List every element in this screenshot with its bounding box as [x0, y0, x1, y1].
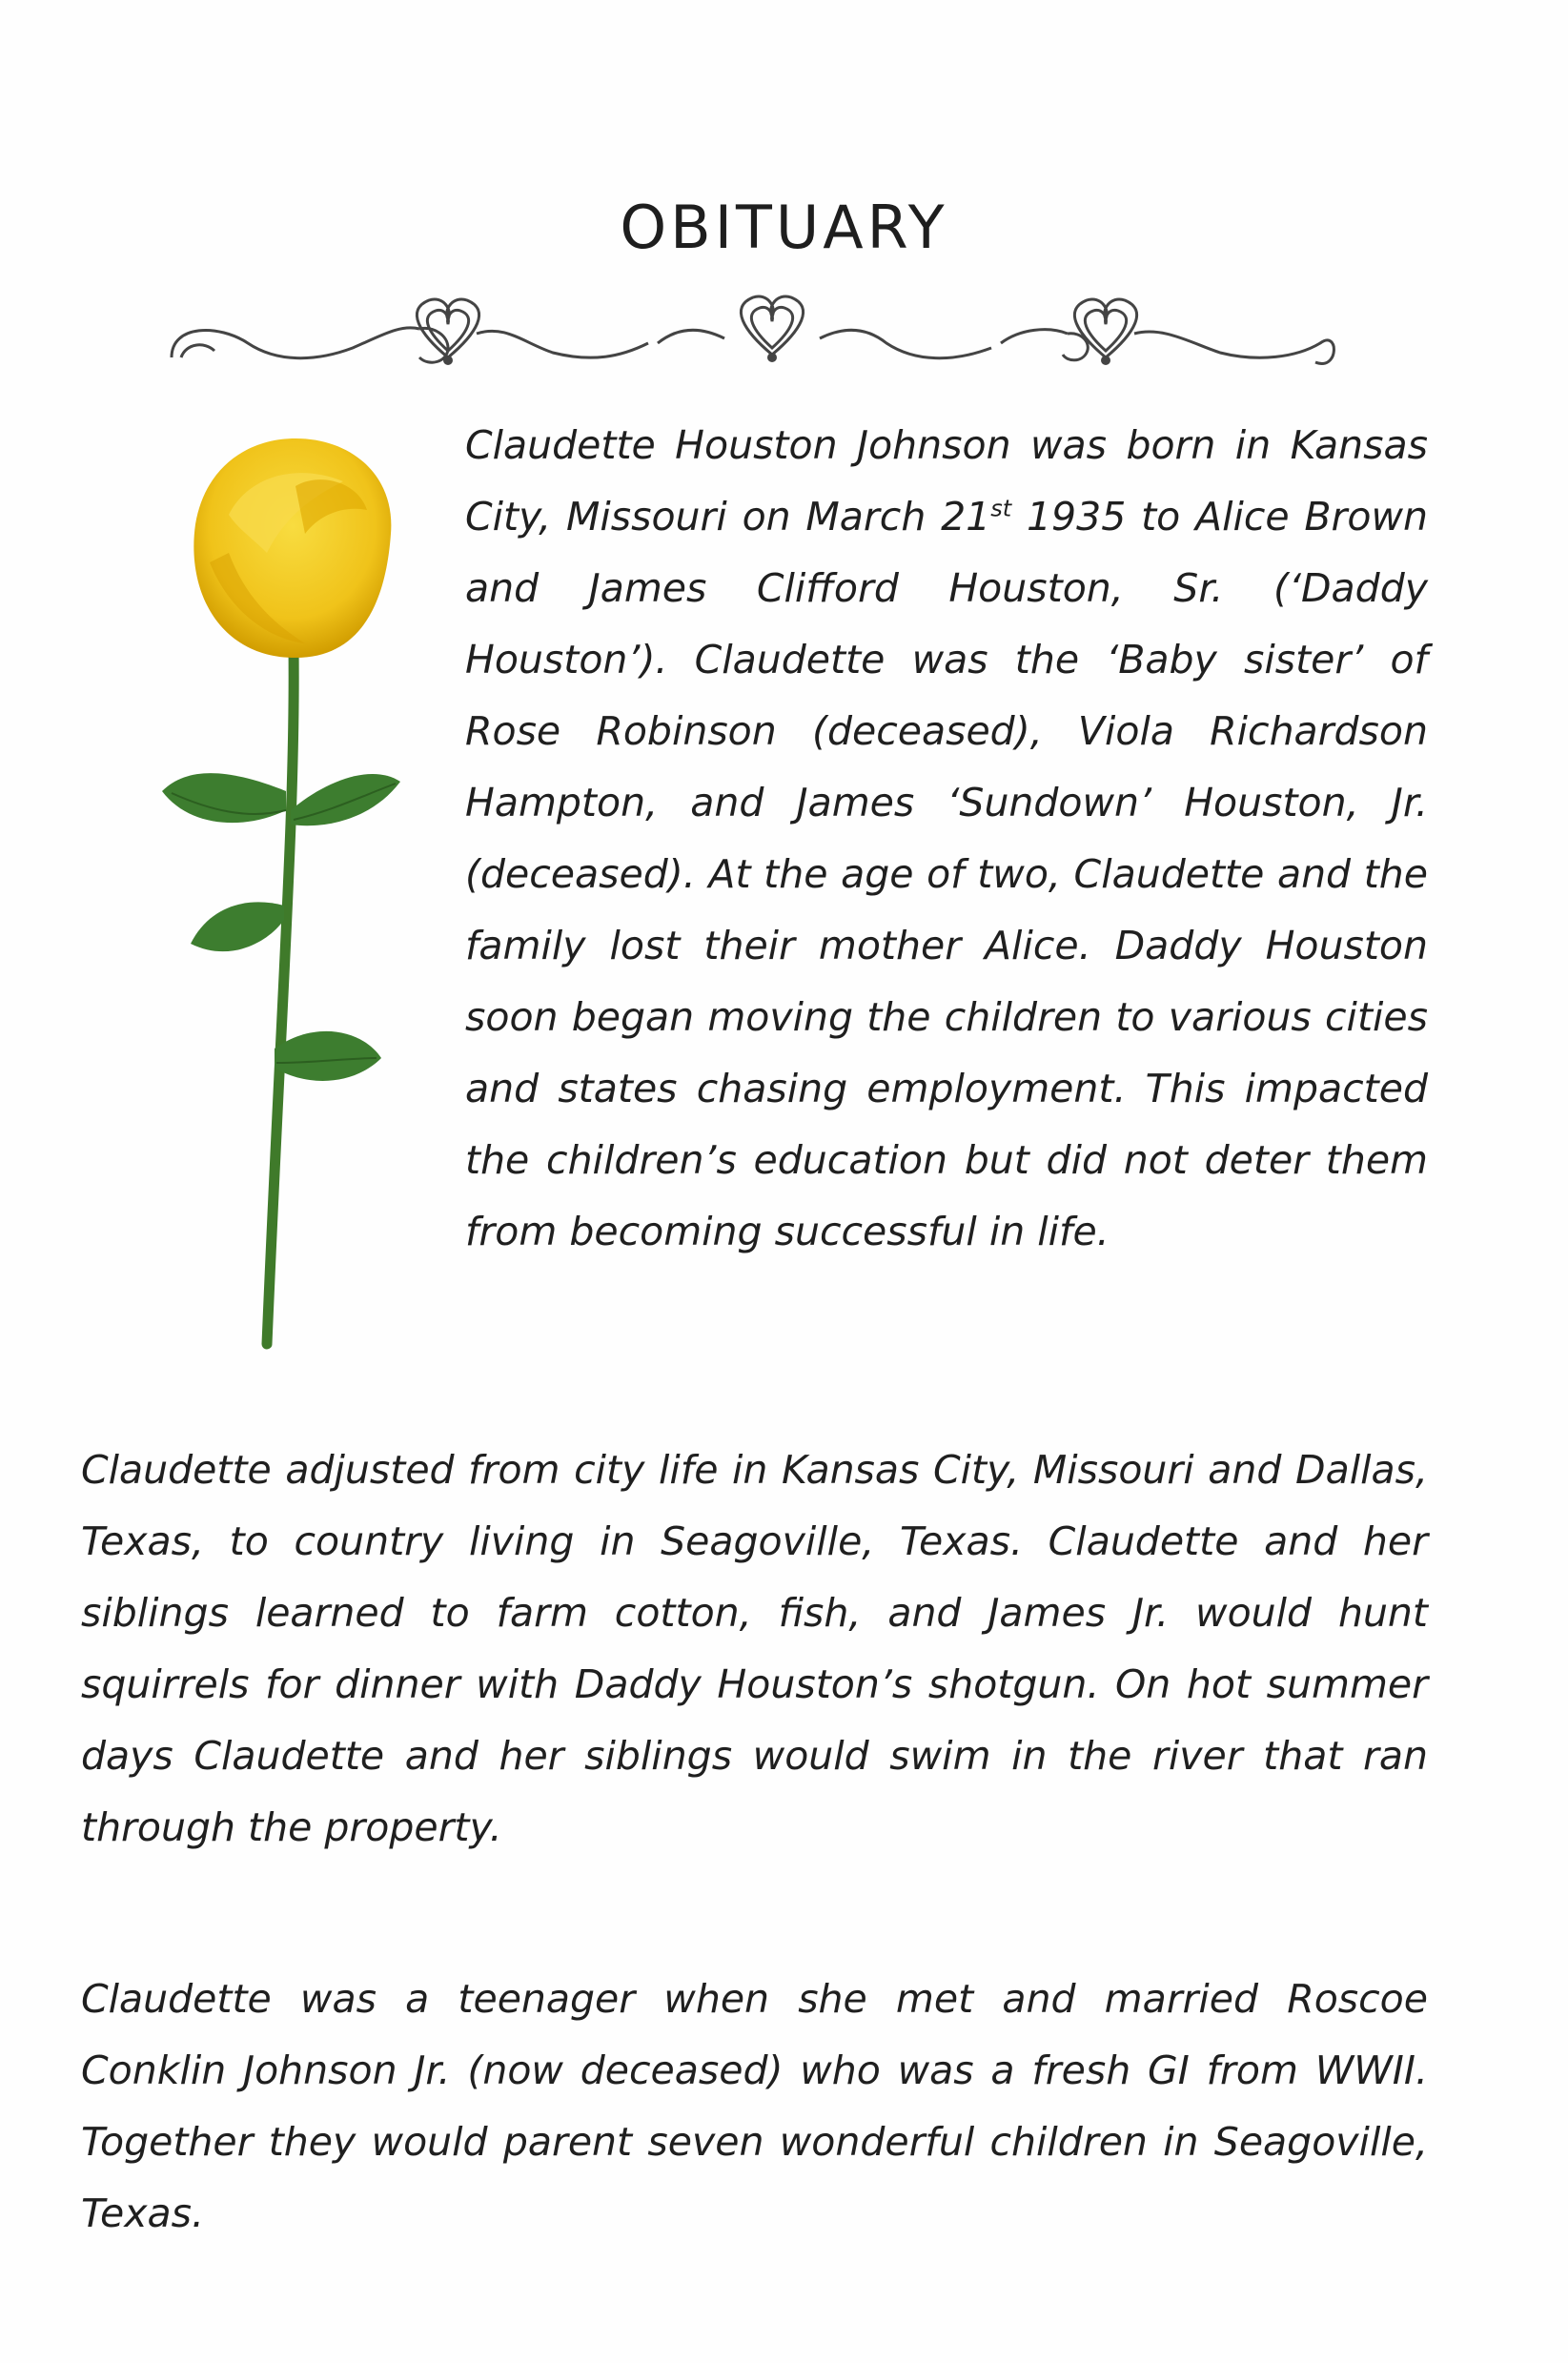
page-title: OBITUARY [620, 192, 948, 262]
hearts-scroll-divider [162, 267, 1344, 391]
paragraph-birth-family [465, 410, 1428, 1268]
paragraph-marriage: Claudette was a teenager when she met and married Roscoe Conklin Johnson Jr. (now deceased) who was a fresh GI from WWII. Together they would parent seven wonderful children in Seagoville, Texas. [81, 1976, 1428, 2236]
yellow-rose-icon [153, 429, 438, 1354]
paragraph-birth-text-1: Claudette Houston Johnson was born in Kansas City, Missouri on March 21 [465, 422, 1428, 540]
ordinal-suffix: st [990, 495, 1012, 522]
paragraph-childhood: Claudette adjusted from city life in Kansas City, Missouri and Dallas, Texas, to country living in Seagoville, Texas. Claudette and her siblings learned to farm cotton, fish, and James Jr. would hunt squirrels for dinner with Daddy Houston’s shotgun. On hot summer days Claudette and her siblings would swim in the river that ran through the property. [81, 1447, 1428, 1850]
paragraph-birth-text-2: 1935 to Alice Brown and James Clifford Houston, Sr. (‘Daddy Houston’). Claudette was the ‘Baby sister’ of Rose Robinson (deceased), Viola Richardson Hampton, and James ‘Sundown’ Houston, Jr. (deceased). At the age of two, Claudette and the family lost their mother Alice. Daddy Houston soon began moving the children to various cities and states chasing employment. This impacted the children’s education but did not deter them from becoming successful in life. [465, 494, 1428, 1254]
